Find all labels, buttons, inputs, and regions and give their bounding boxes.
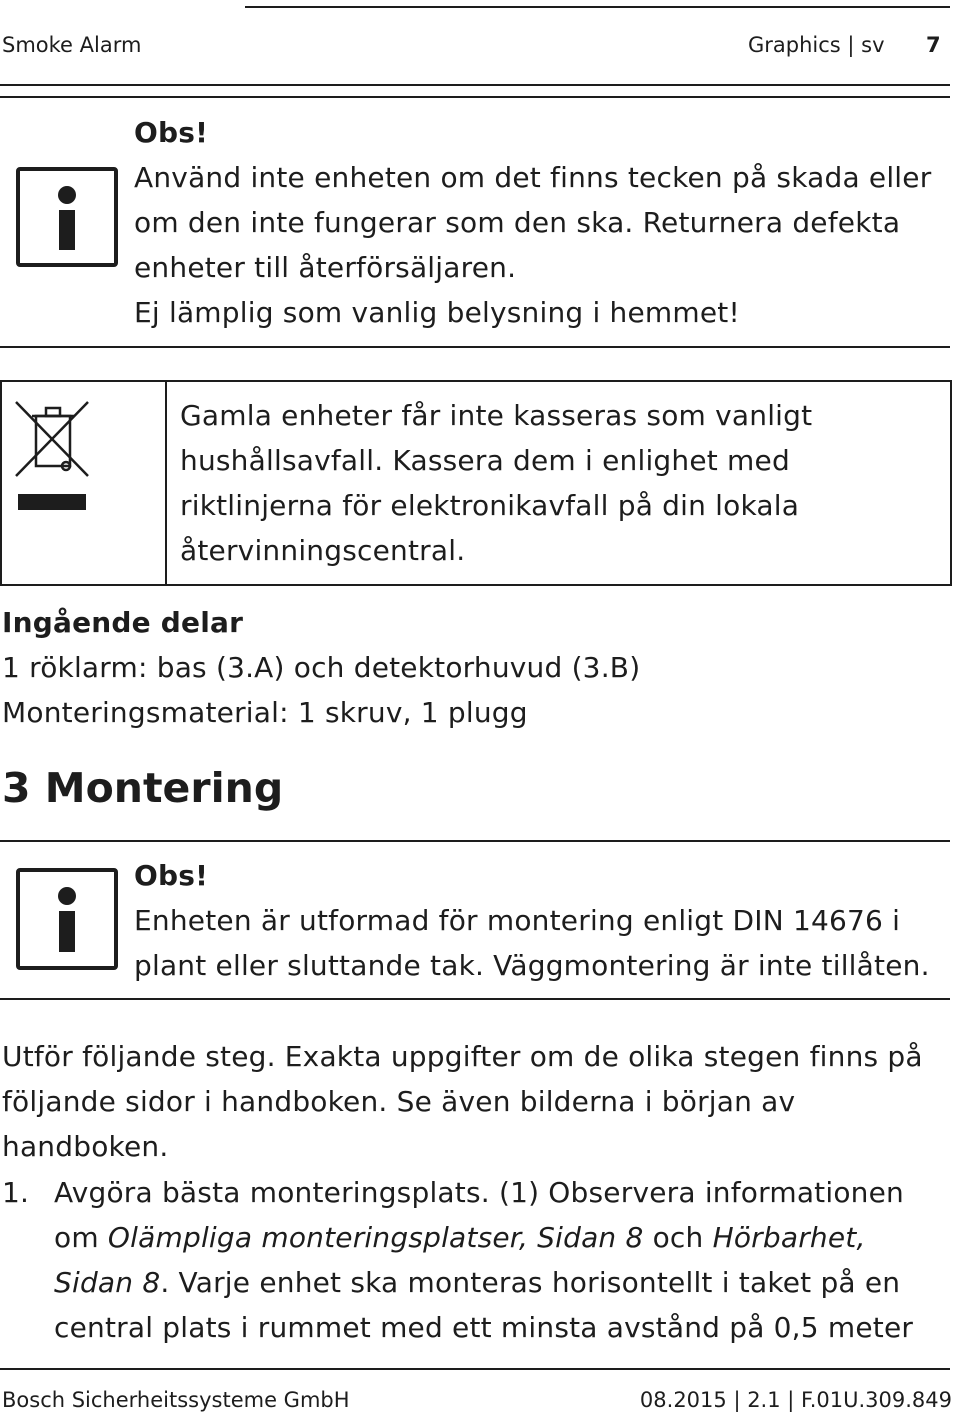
notice-1-heading: Obs!: [134, 116, 209, 149]
step-1-number: 1.: [2, 1176, 30, 1209]
notice-1-line: enheter till återförsäljaren.: [134, 251, 517, 284]
notice-2-line: Enheten är utformad för montering enligt DIN 14676 i: [134, 904, 901, 937]
header-top-rule: [245, 6, 950, 8]
header-title: Smoke Alarm: [2, 33, 142, 57]
weee-line: hushållsavfall. Kassera dem i enlighet med: [180, 444, 790, 477]
cross-reference-link[interactable]: Hörbarhet,: [712, 1221, 866, 1254]
header-section: Graphics | sv: [748, 33, 885, 57]
notice-2: [134, 853, 930, 988]
step-1-line: [54, 1215, 913, 1260]
notice-1: [134, 110, 931, 335]
step-1-line: [54, 1260, 913, 1305]
weee-line: riktlinjerna för elektronikavfall på din lokala: [180, 489, 800, 522]
steps-intro-line: Utför följande steg. Exakta uppgifter om de olika stegen finns på: [2, 1040, 923, 1073]
header-bottom-rule: [0, 84, 950, 86]
info-icon: [16, 868, 118, 970]
included-section: [2, 600, 640, 735]
weee-text: [180, 393, 812, 573]
included-line: Monteringsmaterial: 1 skruv, 1 plugg: [2, 696, 528, 729]
steps-intro: [2, 1034, 923, 1169]
notice-1-rule: [0, 346, 950, 348]
notice-1-line: Ej lämplig som vanlig belysning i hemmet!: [134, 296, 740, 329]
steps-intro-line: följande sidor i handboken. Se även bilderna i början av: [2, 1085, 796, 1118]
cross-reference-link[interactable]: Olämpliga monteringsplatser, Sidan 8: [107, 1221, 644, 1254]
step-1-text: om: [54, 1221, 108, 1254]
footer-company: Bosch Sicherheitssysteme GmbH: [2, 1388, 350, 1412]
cross-reference-link[interactable]: Sidan 8: [54, 1266, 161, 1299]
notice-2-heading: Obs!: [134, 859, 209, 892]
crossed-out-wheelie-bin-icon: [14, 398, 94, 522]
steps-intro-line: handboken.: [2, 1130, 169, 1163]
notice-2-bottom-rule: [0, 998, 950, 1000]
weee-line: Gamla enheter får inte kasseras som vanligt: [180, 399, 813, 432]
step-1-line: central plats i rummet med ett minsta avstånd på 0,5 meter: [54, 1311, 914, 1344]
step-1-text: . Varje enhet ska monteras horisontellt i taket på en: [160, 1266, 901, 1299]
header-bottom-rule-2: [0, 96, 950, 98]
step-1-text: och: [643, 1221, 713, 1254]
page-number: 7: [926, 33, 941, 57]
step-1-line: Avgöra bästa monteringsplats. (1) Observera informationen: [54, 1176, 904, 1209]
notice-1-line: Använd inte enheten om det finns tecken på skada eller: [134, 161, 932, 194]
included-heading: Ingående delar: [2, 606, 244, 639]
step-1: [54, 1170, 913, 1350]
notice-2-top-rule: [0, 840, 950, 842]
footer-doc-info: 08.2015 | 2.1 | F.01U.309.849: [639, 1388, 952, 1412]
footer-rule: [0, 1368, 950, 1370]
notice-2-line: plant eller sluttande tak. Väggmontering är inte tillåten.: [134, 949, 930, 982]
info-icon: [16, 167, 118, 267]
section-title: 3 Montering: [2, 764, 284, 812]
notice-1-line: om den inte fungerar som den ska. Returnera defekta: [134, 206, 901, 239]
weee-table-divider: [165, 380, 167, 586]
included-line: 1 röklarm: bas (3.A) och detektorhuvud (3.B): [2, 651, 641, 684]
weee-line: återvinningscentral.: [180, 534, 466, 567]
